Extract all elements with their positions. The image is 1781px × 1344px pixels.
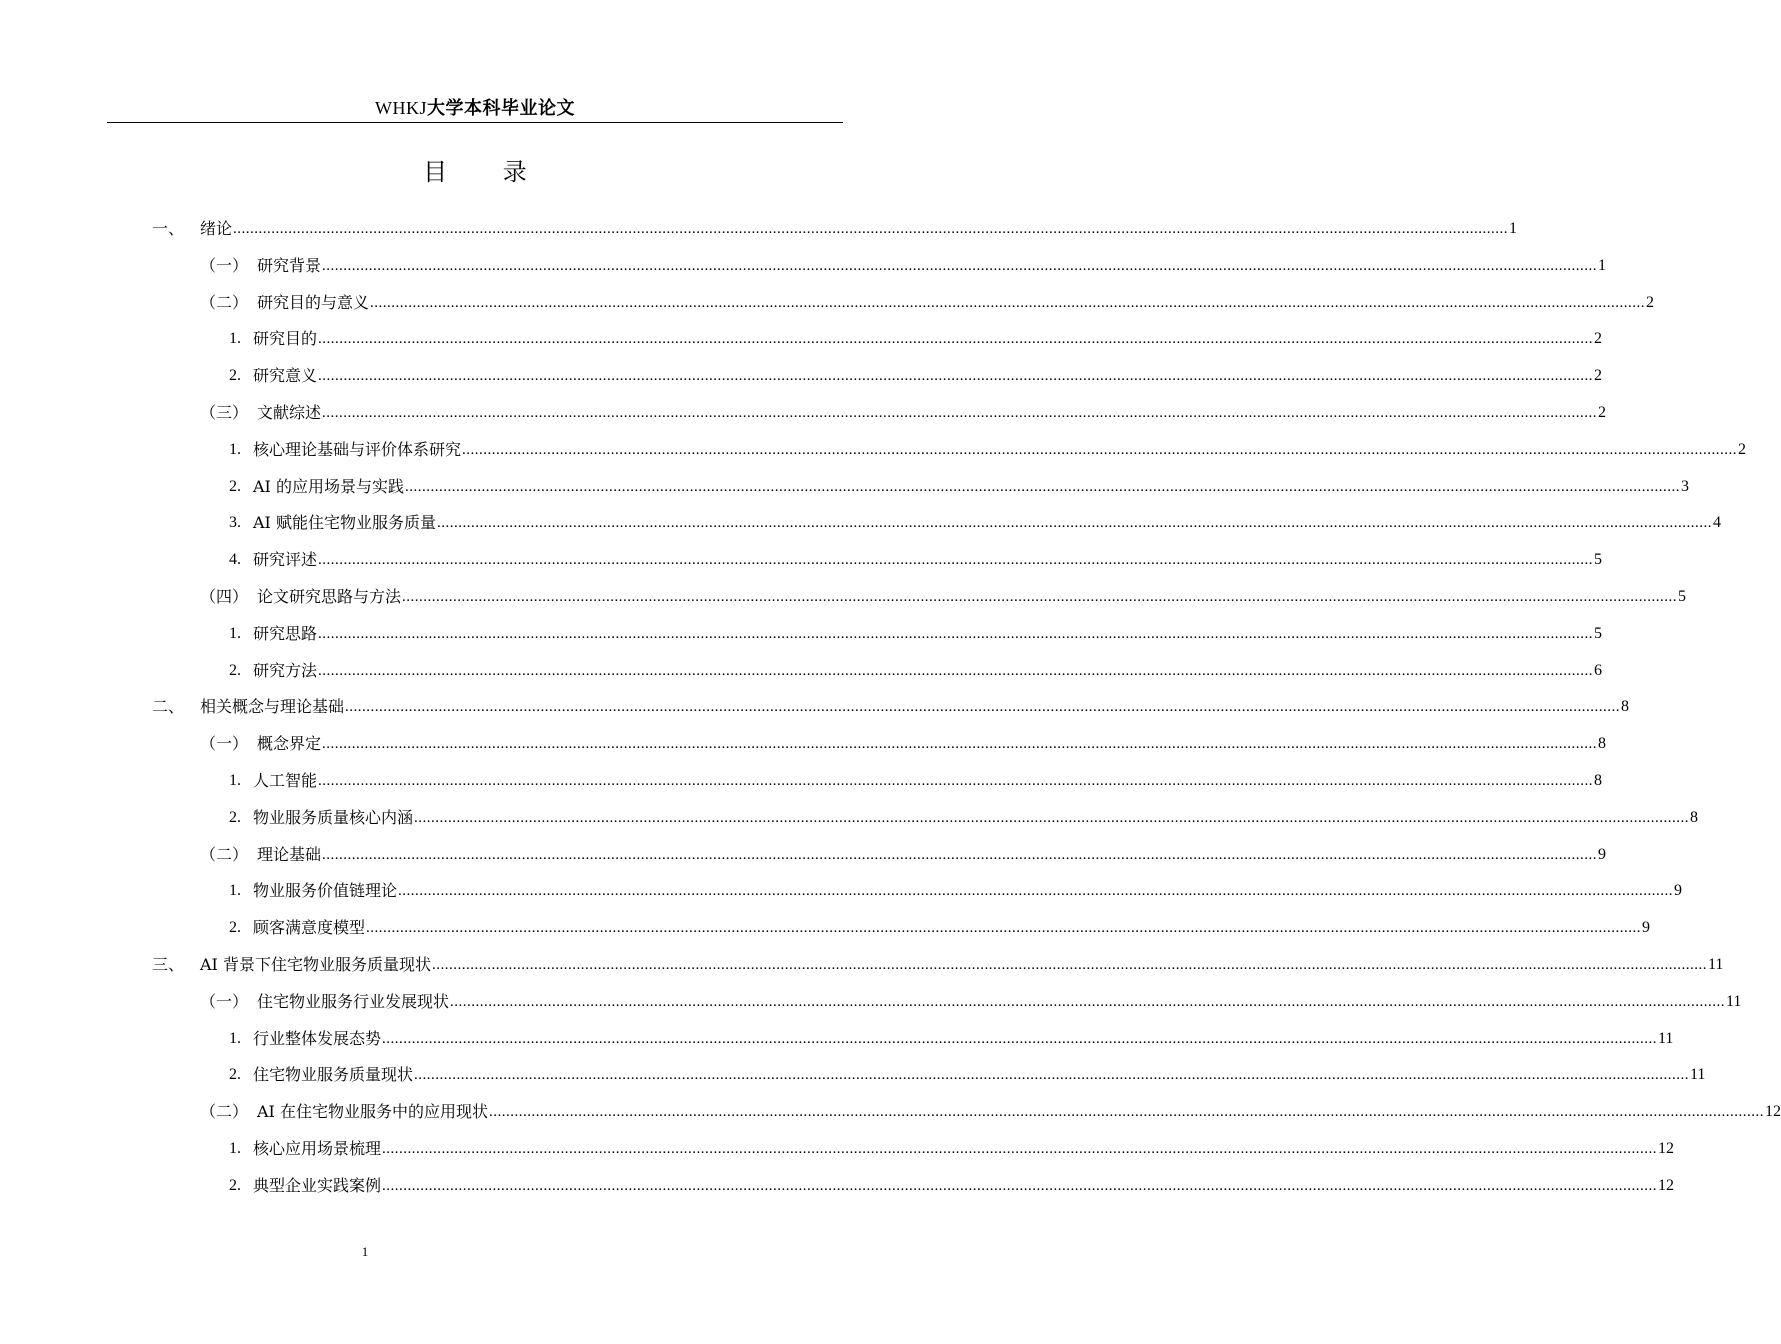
toc-entry-number: 三、 <box>152 955 185 974</box>
toc-entry-page: 5 <box>1594 624 1603 642</box>
toc-entry-number: （三） <box>200 403 249 422</box>
toc-entry-number: 2. <box>229 477 241 495</box>
toc-dot-leader: ............................................................................................................................................................................................................................................................................................................ <box>318 773 1594 789</box>
toc-entry-number: （二） <box>200 1102 249 1122</box>
toc-entry-number: 4. <box>229 551 241 569</box>
toc-entry-number: （一） <box>200 991 249 1011</box>
toc-entry-page: 4 <box>1712 514 1721 532</box>
toc-dot-leader: ............................................................................................................................................................................................................................................................................................................ <box>322 846 1598 863</box>
toc-entry[interactable] <box>200 730 1607 754</box>
toc-entry-number: 2. <box>229 919 241 937</box>
toc-entry-page: 11 <box>1658 1029 1674 1047</box>
toc-entry-title: 研究思路 <box>253 623 318 643</box>
toc-entry[interactable] <box>229 804 1699 828</box>
toc-entry[interactable] <box>229 877 1683 901</box>
toc-entry-number: 二、 <box>152 697 185 717</box>
toc-entry-title: 研究背景 <box>257 255 322 275</box>
toc-entry-title: 住宅物业服务质量现状 <box>253 1065 414 1085</box>
toc-entry-page: 9 <box>1642 919 1651 937</box>
toc-entry-page: 11 <box>1690 1066 1706 1084</box>
toc-entry-title: 文献综述 <box>257 403 322 422</box>
toc-entry-title: 概念界定 <box>257 734 322 754</box>
toc-entry-page: 2 <box>1646 293 1655 311</box>
toc-entry[interactable] <box>229 473 1689 497</box>
toc-entry-page: 1 <box>1598 256 1607 274</box>
header-title: 大学本科毕业论文 <box>427 98 575 119</box>
toc-entry-number: （四） <box>200 587 249 606</box>
toc-entry-page: 12 <box>1658 1140 1675 1157</box>
toc-entry-page: 5 <box>1678 588 1687 605</box>
toc-entry-page: 9 <box>1598 845 1607 863</box>
toc-entry-page: 11 <box>1707 956 1724 973</box>
toc-entry-number: 1. <box>229 1029 241 1047</box>
toc-entry-title: 行业整体发展态势 <box>253 1028 382 1048</box>
toc-dot-leader: ............................................................................................................................................................................................................................................................................................................ <box>318 368 1594 385</box>
toc-entry-title: AI 赋能住宅物业服务质量 <box>253 513 436 533</box>
toc-title: 目 录 <box>423 158 551 186</box>
toc-entry-number: 1. <box>229 440 241 458</box>
toc-entry-title: 研究评述 <box>253 550 318 570</box>
toc-entry-number: 1. <box>229 1140 241 1157</box>
toc-entry-title: 核心应用场景梳理 <box>253 1139 382 1158</box>
toc-entry-title: AI 的应用场景与实践 <box>253 476 404 496</box>
toc-dot-leader: ............................................................................................................................................................................................................................................................................................................ <box>404 478 1680 495</box>
toc-entry-number: 2. <box>229 808 241 826</box>
toc-entry-title: 论文研究思路与方法 <box>257 587 402 606</box>
toc-entry-page: 9 <box>1674 882 1683 900</box>
toc-entry-title: 典型企业实践案例 <box>253 1175 382 1195</box>
toc-dot-leader: ............................................................................................................................................................................................................................................................................................................ <box>414 809 1690 826</box>
toc-entry-title: 核心理论基础与评价体系研究 <box>253 439 462 459</box>
toc-dot-leader: ............................................................................................................................................................................................................................................................................................................ <box>462 441 1738 458</box>
toc-entry-page: 3 <box>1680 477 1689 495</box>
toc-dot-leader: ............................................................................................................................................................................................................................................................................................................ <box>436 515 1712 532</box>
toc-dot-leader: ............................................................................................................................................................................................................................................................................................................ <box>402 589 1678 605</box>
toc-entry[interactable] <box>229 657 1603 681</box>
toc-dot-leader: ............................................................................................................................................................................................................................................................................................................ <box>431 957 1707 973</box>
toc-entry[interactable] <box>200 289 1655 313</box>
toc-dot-leader: ............................................................................................................................................................................................................................................................................................................ <box>382 1141 1658 1157</box>
toc-entry-title: 研究意义 <box>253 366 318 386</box>
toc-entry[interactable] <box>229 325 1603 349</box>
toc-entry-title: 研究目的 <box>253 329 318 349</box>
toc-dot-leader: ............................................................................................................................................................................................................................................................................................................ <box>322 736 1598 753</box>
toc-entry-number: 2. <box>229 661 241 679</box>
toc-entry[interactable] <box>229 509 1721 533</box>
header-latin: WHKJ <box>375 98 427 118</box>
toc-entry-title: AI 在住宅物业服务中的应用现状 <box>257 1102 488 1122</box>
toc-entry-page: 6 <box>1594 661 1603 679</box>
toc-dot-leader: ............................................................................................................................................................................................................................................................................................................ <box>382 1030 1658 1047</box>
toc-dot-leader: ............................................................................................................................................................................................................................................................................................................ <box>322 257 1598 274</box>
toc-dot-leader: ............................................................................................................................................................................................................................................................................................................ <box>318 625 1594 642</box>
toc-entry[interactable] <box>200 1098 1781 1122</box>
toc-entry-page: 8 <box>1594 772 1603 789</box>
toc-dot-leader: ............................................................................................................................................................................................................................................................................................................ <box>450 993 1726 1010</box>
document-header <box>107 97 843 120</box>
toc-dot-leader: ............................................................................................................................................................................................................................................................................................................ <box>366 920 1642 937</box>
toc-entry[interactable] <box>229 1135 1675 1159</box>
toc-entry-page: 5 <box>1594 551 1603 569</box>
toc-entry[interactable] <box>229 767 1603 791</box>
toc-entry[interactable] <box>200 399 1607 423</box>
toc-entry[interactable] <box>200 841 1607 865</box>
toc-entry-title: 住宅物业服务行业发展现状 <box>257 991 450 1011</box>
toc-entry-title: 研究方法 <box>253 660 318 680</box>
toc-entry-title: 顾客满意度模型 <box>253 918 366 938</box>
toc-dot-leader: ............................................................................................................................................................................................................................................................................................................ <box>382 1177 1658 1194</box>
toc-entry[interactable] <box>200 988 1742 1012</box>
toc-entry[interactable] <box>229 1172 1675 1196</box>
toc-dot-leader: ............................................................................................................................................................................................................................................................................................................ <box>414 1067 1690 1084</box>
toc-entry-title: 物业服务价值链理论 <box>253 881 398 901</box>
toc-dot-leader: ............................................................................................................................................................................................................................................................................................................ <box>398 883 1674 900</box>
toc-entry-title: 绪论 <box>200 219 233 238</box>
toc-entry-number: 1. <box>229 624 241 642</box>
toc-entry-number: 1. <box>229 882 241 900</box>
toc-entry-number: （一） <box>200 255 249 275</box>
toc-entry-title: 物业服务质量核心内涵 <box>253 807 414 827</box>
toc-entry[interactable] <box>229 620 1603 644</box>
toc-entry-number: （二） <box>200 292 249 312</box>
toc-entry[interactable] <box>229 1061 1706 1085</box>
toc-entry-page: 2 <box>1598 404 1607 421</box>
toc-dot-leader: ............................................................................................................................................................................................................................................................................................................ <box>318 662 1594 679</box>
toc-dot-leader: ............................................................................................................................................................................................................................................................................................................ <box>233 221 1509 237</box>
toc-entry-page: 8 <box>1598 735 1607 753</box>
toc-entry[interactable] <box>152 951 1724 975</box>
toc-dot-leader: ............................................................................................................................................................................................................................................................................................................ <box>318 331 1594 348</box>
toc-entry-number: （二） <box>200 844 249 864</box>
toc-dot-leader: ............................................................................................................................................................................................................................................................................................................ <box>345 699 1621 716</box>
toc-entry-number: 3. <box>229 514 241 532</box>
toc-entry[interactable] <box>152 693 1630 717</box>
toc-dot-leader: ............................................................................................................................................................................................................................................................................................................ <box>488 1104 1764 1121</box>
toc-entry-title: 人工智能 <box>253 771 318 790</box>
toc-entry-number: 1. <box>229 330 241 348</box>
toc-entry-number: 2. <box>229 1176 241 1194</box>
toc-entry-page: 12 <box>1658 1176 1675 1194</box>
toc-entry[interactable] <box>200 252 1607 276</box>
toc-entry[interactable] <box>229 914 1651 938</box>
toc-entry-page: 12 <box>1764 1103 1781 1121</box>
toc-entry-page: 2 <box>1594 330 1603 348</box>
toc-entry-number: 2. <box>229 1066 241 1084</box>
toc-entry-page: 1 <box>1509 220 1518 237</box>
toc-entry[interactable] <box>152 215 1518 239</box>
toc-entry-number: （一） <box>200 734 249 754</box>
page-number: 1 <box>361 1244 369 1259</box>
toc-entry-page: 2 <box>1594 367 1603 385</box>
header-rule <box>107 122 843 123</box>
toc-entry-number: 一、 <box>152 219 185 238</box>
toc-entry[interactable] <box>229 1025 1674 1049</box>
toc-entry-title: AI 背景下住宅物业服务质量现状 <box>200 955 431 974</box>
toc-entry-title: 理论基础 <box>257 844 322 864</box>
toc-entry[interactable] <box>229 546 1603 570</box>
toc-entry-title: 研究目的与意义 <box>257 292 370 312</box>
toc-entry[interactable] <box>229 362 1603 386</box>
toc-entry-page: 11 <box>1726 992 1742 1010</box>
toc-entry-number: 2. <box>229 367 241 385</box>
toc-entry-title: 相关概念与理论基础 <box>200 697 345 717</box>
toc-dot-leader: ............................................................................................................................................................................................................................................................................................................ <box>322 405 1598 421</box>
toc-dot-leader: ............................................................................................................................................................................................................................................................................................................ <box>318 552 1594 569</box>
toc-dot-leader: ............................................................................................................................................................................................................................................................................................................ <box>370 294 1646 311</box>
toc-entry-page: 8 <box>1621 698 1630 716</box>
toc-entry[interactable] <box>229 436 1747 460</box>
toc-entry-page: 2 <box>1738 440 1747 458</box>
toc-entry-number: 1. <box>229 772 241 789</box>
toc-entry-page: 8 <box>1690 808 1699 826</box>
toc-entry[interactable] <box>200 583 1687 607</box>
